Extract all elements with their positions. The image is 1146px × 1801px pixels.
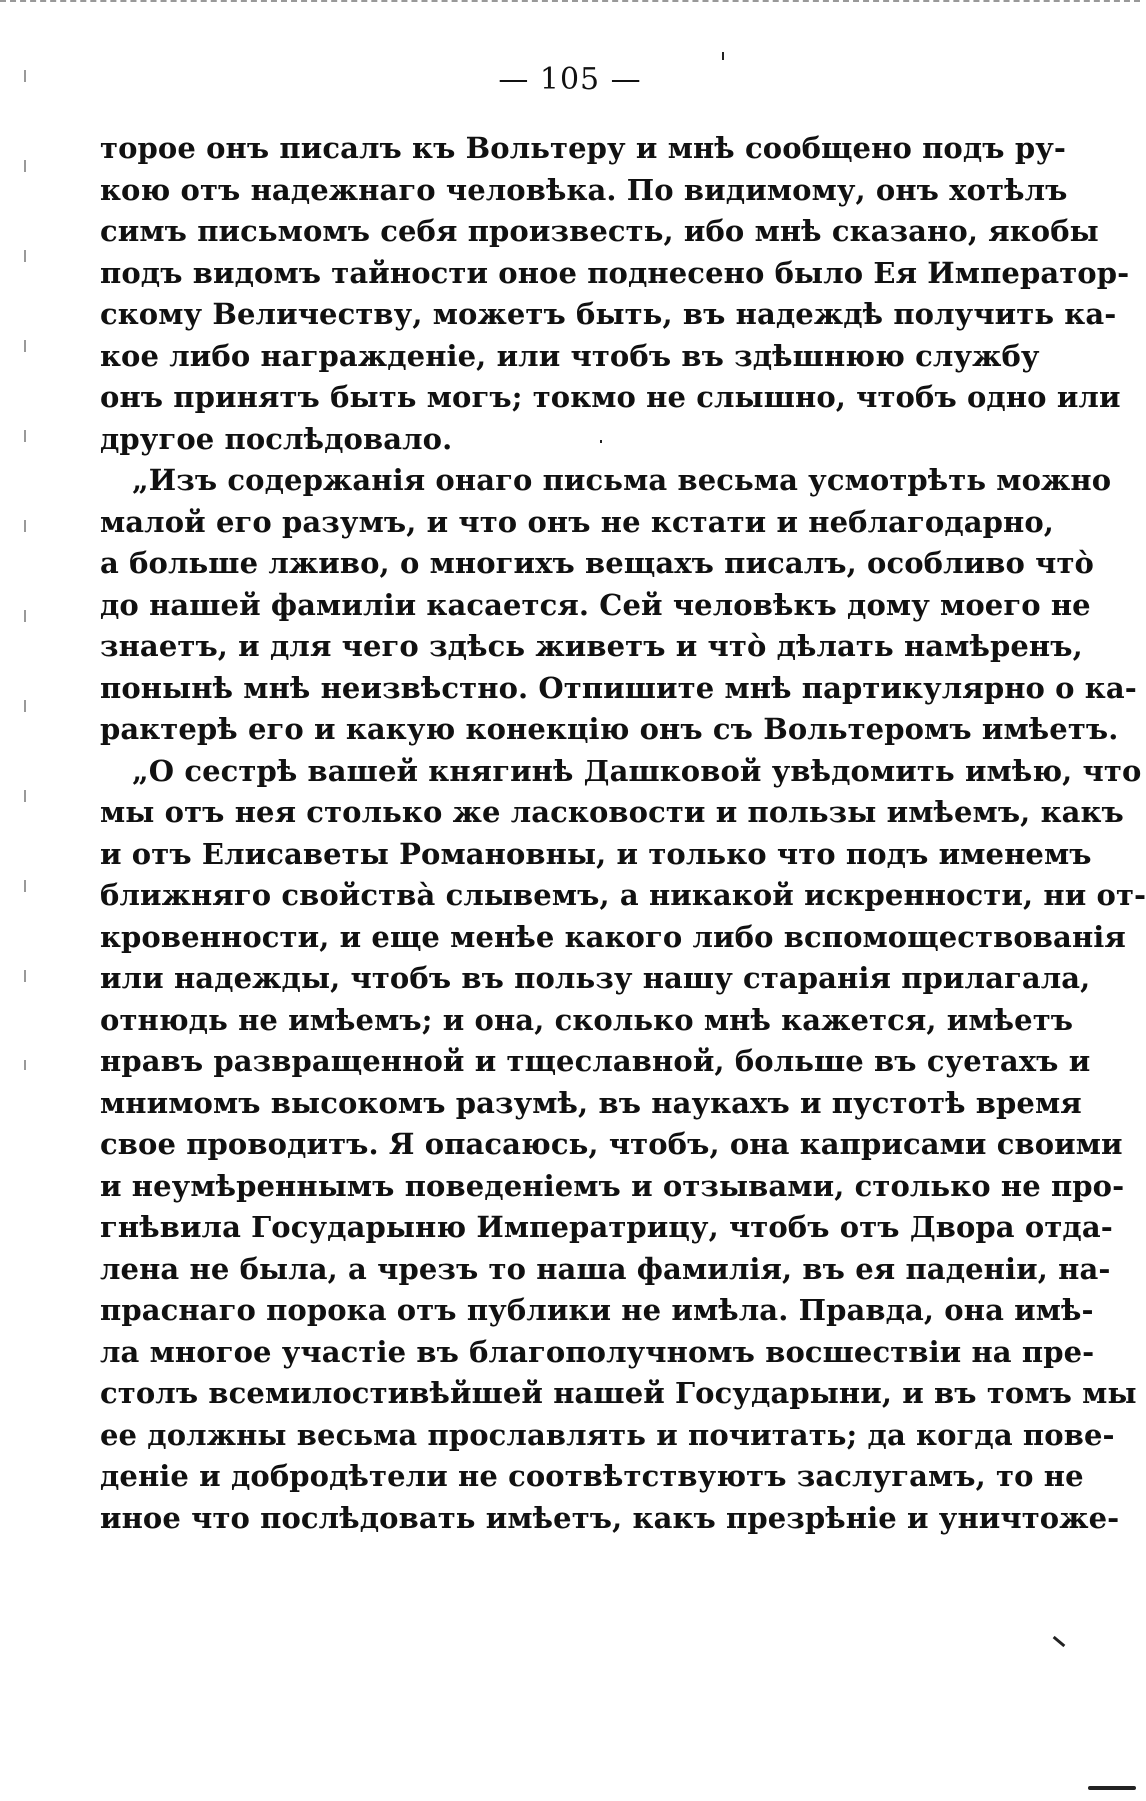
- text-line: симъ письмомъ себя произвесть, ибо мнѣ сказано, якобы: [100, 214, 1099, 248]
- text-line: нравъ развращенной и тщеславной, больше въ суетахъ и: [100, 1044, 1091, 1078]
- text-line: мнимомъ высокомъ разумѣ, въ наукахъ и пустотѣ время: [100, 1085, 1082, 1120]
- text-line: малой его разумъ, и что онъ не кстати и неблагодарно,: [100, 504, 1055, 539]
- text-line: гнѣвила Государыню Императрицу, чтобъ отъ Двора отда-: [100, 1210, 1113, 1244]
- text-line: кровенности, и еще менѣе какого либо вспомоществованія: [100, 919, 1126, 954]
- page-number: — 105 —: [498, 62, 642, 97]
- body-text: [100, 128, 1146, 1539]
- text-line: „О сестрѣ вашей княгинѣ Дашковой увѣдомить имѣю, что: [132, 753, 1142, 788]
- text-line: рактерѣ его и какую конекцію онъ съ Вольтеромъ имѣетъ.: [100, 712, 1119, 746]
- text-line: и неумѣреннымъ поведеніемъ и отзывами, столько не про-: [100, 1168, 1125, 1203]
- text-line: а больше лживо, о многихъ вещахъ писалъ, особливо что̀: [100, 546, 1094, 580]
- text-line: онъ принятъ быть могъ; токмо не слышно, чтобъ одно или: [100, 380, 1121, 414]
- scan-speck: [722, 52, 724, 60]
- text-line: ла многое участіе въ благополучномъ восшествіи на пре-: [100, 1334, 1095, 1369]
- text-line: кое либо награжденіе, или чтобъ въ здѣшнюю службу: [100, 338, 1040, 373]
- scan-top-border: [0, 0, 1140, 8]
- text-line: деніе и добродѣтели не соотвѣтствуютъ заслугамъ, то не: [100, 1459, 1084, 1493]
- text-line: „Изъ содержанія онаго письма весьма усмотрѣть можно: [132, 463, 1112, 497]
- scan-mark-corner: [1088, 1786, 1136, 1790]
- text-line: праснаго порока отъ публики не имѣла. Правда, она имѣ-: [100, 1293, 1094, 1327]
- scan-speck: [600, 440, 602, 443]
- text-line: другое послѣдовало.: [100, 421, 453, 456]
- text-line: торое онъ писалъ къ Вольтеру и мнѣ сообщено подъ ру-: [100, 131, 1066, 165]
- text-line: кою отъ надежнаго человѣка. По видимому, онъ хотѣлъ: [100, 172, 1068, 207]
- text-line: до нашей фамиліи касается. Сей человѣкъ дому моего не: [100, 587, 1091, 622]
- text-line: и отъ Елисаветы Романовны, и только что подъ именемъ: [100, 836, 1092, 871]
- text-line: отнюдь не имѣемъ; и она, сколько мнѣ кажется, имѣетъ: [100, 1002, 1074, 1037]
- scan-left-edge: [24, 70, 26, 1070]
- text-line: подъ видомъ тайности оное поднесено было Ея Император-: [100, 255, 1130, 290]
- text-line: иное что послѣдовать имѣетъ, какъ презрѣніе и уничтоже-: [100, 1500, 1120, 1535]
- text-line: скому Величеству, можетъ быть, въ надеждѣ получить ка-: [100, 297, 1117, 331]
- text-line: лена не была, а чрезъ то наша фамилія, въ ея паденіи, на-: [100, 1251, 1111, 1286]
- text-line: знаетъ, и для чего здѣсь живетъ и что̀ дѣлать намѣренъ,: [100, 629, 1083, 663]
- text-line: свое проводитъ. Я опасаюсь, чтобъ, она каприсами своими: [100, 1127, 1123, 1161]
- text-line: или надежды, чтобъ въ пользу нашу старанія прилагала,: [100, 961, 1091, 995]
- scan-mark-right: [1053, 1636, 1066, 1647]
- text-line: понынѣ мнѣ неизвѣстно. Отпишите мнѣ партикулярно о ка-: [100, 670, 1137, 705]
- text-line: ближняго свойства̀ слывемъ, а никакой искренности, ни от-: [100, 878, 1146, 912]
- text-line: столъ всемилостивѣйшей нашей Государыни, и въ томъ мы: [100, 1376, 1137, 1410]
- text-line: ее должны весьма прославлять и почитать; да когда пове-: [100, 1417, 1115, 1452]
- text-line: мы отъ нея столько же ласковости и пользы имѣемъ, какъ: [100, 795, 1124, 829]
